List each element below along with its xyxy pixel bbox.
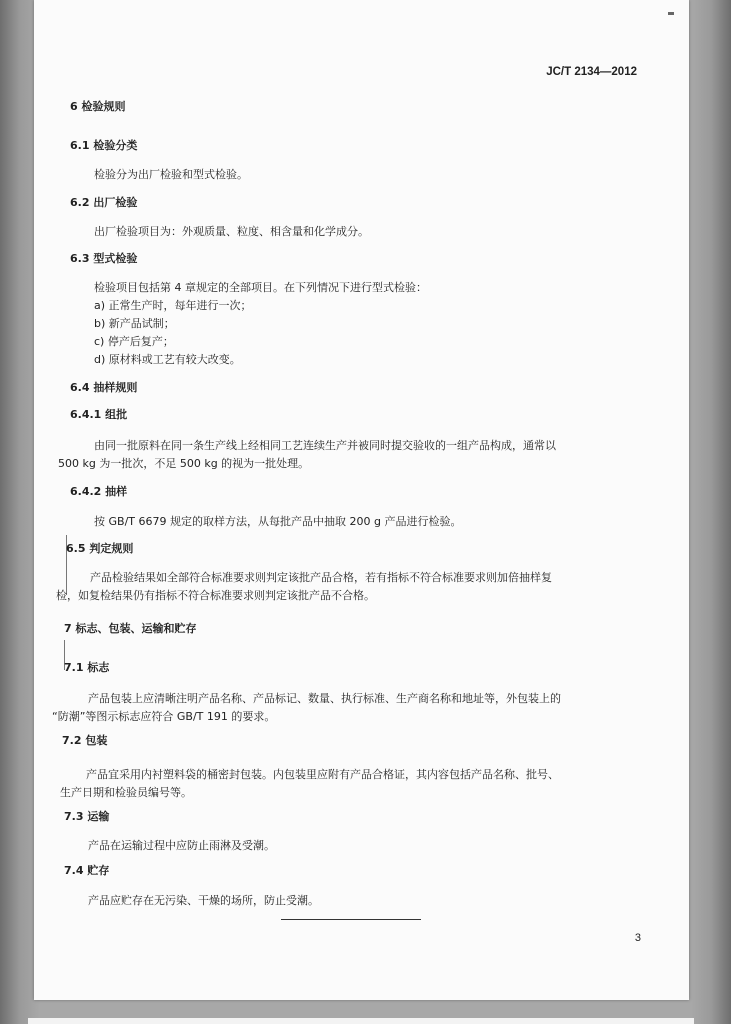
paragraph-text: 由同一批原料在同一条生产线上经相同工艺连续生产并被同时提交验收的一组产品构成，通常以 xyxy=(94,439,556,452)
section-7-2-heading: 7.2 包装 xyxy=(62,734,108,747)
paragraph-text: 500 kg 为一批次，不足 500 kg 的视为一批处理。 xyxy=(58,457,310,470)
section-6-4-1-heading: 6.4.1 组批 xyxy=(70,408,128,421)
end-rule xyxy=(281,919,421,920)
standard-code: JC/T 2134—2012 xyxy=(546,66,637,78)
paragraph-text: 检验分为出厂检验和型式检验。 xyxy=(94,168,248,181)
list-item-c: c) 停产后复产； xyxy=(94,335,174,348)
section-6-1-heading: 6.1 检验分类 xyxy=(70,139,138,152)
section-7-3-heading: 7.3 运输 xyxy=(64,810,110,823)
section-7-4-heading: 7.4 贮存 xyxy=(64,864,110,877)
list-item-b: b) 新产品试制； xyxy=(94,317,175,330)
list-item-a: a) 正常生产时，每年进行一次； xyxy=(94,299,252,312)
section-6-5-heading: 6.5 判定规则 xyxy=(66,542,134,555)
paragraph-text: 产品宜采用内衬塑料袋的桶密封包装。内包装里应附有产品合格证，其内容包括产品名称、批号、 xyxy=(86,768,559,781)
paragraph-text: 产品检验结果如全部符合标准要求则判定该批产品合格，若有指标不符合标准要求则加倍抽样复 xyxy=(90,571,552,584)
page-number: 3 xyxy=(634,932,641,944)
next-page-edge xyxy=(28,1018,694,1024)
paragraph-text: “防潮”等图示标志应符合 GB/T 191 的要求。 xyxy=(52,710,276,723)
list-item-d: d) 原材料或工艺有较大改变。 xyxy=(94,353,241,366)
paragraph-text: 产品应贮存在无污染、干燥的场所，防止受潮。 xyxy=(88,894,319,907)
section-6-4-heading: 6.4 抽样规则 xyxy=(70,381,138,394)
section-6-heading: 6 检验规则 xyxy=(70,100,126,113)
paragraph-text: 检验项目包括第 4 章规定的全部项目。在下列情况下进行型式检验： xyxy=(94,281,427,294)
section-7-1-heading: 7.1 标志 xyxy=(64,661,110,674)
paragraph-text: 检，如复检结果仍有指标不符合标准要求则判定该批产品不合格。 xyxy=(56,589,375,602)
paragraph-text: 按 GB/T 6679 规定的取样方法，从每批产品中抽取 200 g 产品进行检验。 xyxy=(94,515,462,528)
scan-mark xyxy=(668,12,674,15)
paragraph-text: 产品在运输过程中应防止雨淋及受潮。 xyxy=(88,839,275,852)
paragraph-text: 出厂检验项目为：外观质量、粒度、相含量和化学成分。 xyxy=(94,225,369,238)
paragraph-text: 生产日期和检验员编号等。 xyxy=(60,786,192,799)
section-6-4-2-heading: 6.4.2 抽样 xyxy=(70,485,128,498)
document-page xyxy=(34,0,689,1000)
section-6-2-heading: 6.2 出厂检验 xyxy=(70,196,138,209)
paragraph-text: 产品包装上应清晰注明产品名称、产品标记、数量、执行标准、生产商名称和地址等，外包装上的 xyxy=(88,692,561,705)
section-6-3-heading: 6.3 型式检验 xyxy=(70,252,138,265)
section-7-heading: 7 标志、包装、运输和贮存 xyxy=(64,622,197,635)
